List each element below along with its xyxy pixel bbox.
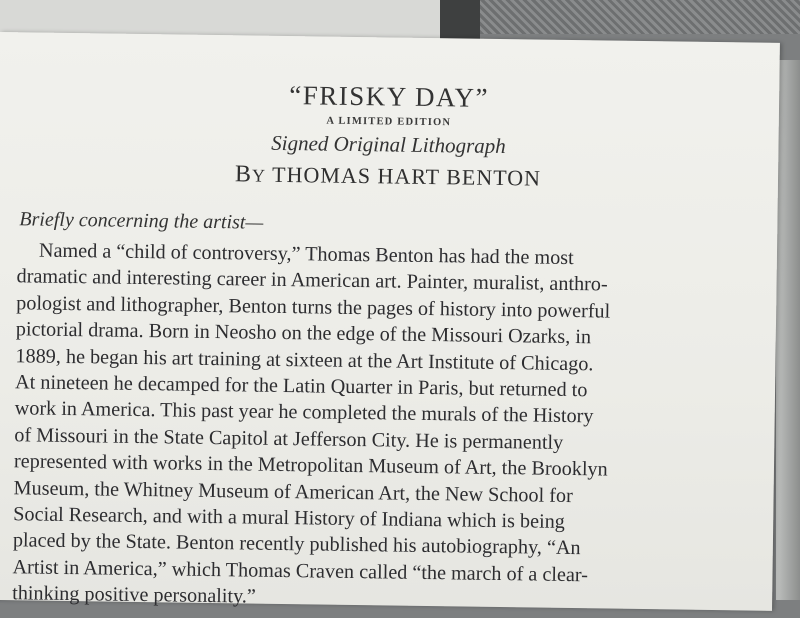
section-heading: Briefly concerning the artist— — [19, 208, 264, 234]
document-title: “FRISKY DAY” — [289, 80, 490, 113]
body-line: pologist and lithographer, Benton turns the pages of history into powerful — [16, 292, 611, 323]
body-line: Named a “child of controversy,” Thomas Benton has had the most — [38, 239, 574, 270]
body-line: At nineteen he decamped for the Latin Quarter in Paris, but returned to — [14, 371, 588, 402]
body-line: pictorial drama. Born in Neosho on the edge of the Missouri Ozarks, in — [15, 318, 592, 349]
body-line: Museum, the Whitney Museum of American Art, the New School for — [13, 476, 573, 507]
byline-by-rest: Y — [251, 165, 267, 186]
byline-by-initial: B — [234, 161, 253, 188]
background-texture — [480, 0, 800, 34]
document-subtitle: Signed Original Lithograph — [271, 130, 506, 159]
body-line: Social Research, and with a mural History of Indiana which is being — [13, 503, 566, 533]
body-line: represented with works in the Metropolitan Museum of Art, the Brooklyn — [13, 450, 608, 481]
body-line: placed by the State. Benton recently published his autobiography, “An — [12, 529, 581, 560]
artist-name: THOMAS HART BENTON — [271, 161, 542, 191]
body-line: work in America. This past year he completed the murals of the History — [14, 397, 594, 428]
body-line: Artist in America,” which Thomas Craven called “the march of a clear- — [12, 556, 589, 587]
body-line: thinking positive personality.” — [12, 582, 257, 608]
body-line: 1889, he began his art training at sixteen at the Art Institute of Chicago. — [15, 344, 594, 375]
background-dark-strip — [440, 0, 480, 40]
body-line: dramatic and interesting career in American art. Painter, muralist, anthro- — [16, 265, 608, 296]
edition-label: A LIMITED EDITION — [326, 115, 452, 129]
document-page — [0, 32, 780, 611]
body-text — [12, 237, 777, 617]
body-line: of Missouri in the State Capitol at Jefferson City. He is permanently — [14, 424, 564, 454]
background-right-edge — [776, 60, 800, 600]
byline — [0, 158, 778, 196]
